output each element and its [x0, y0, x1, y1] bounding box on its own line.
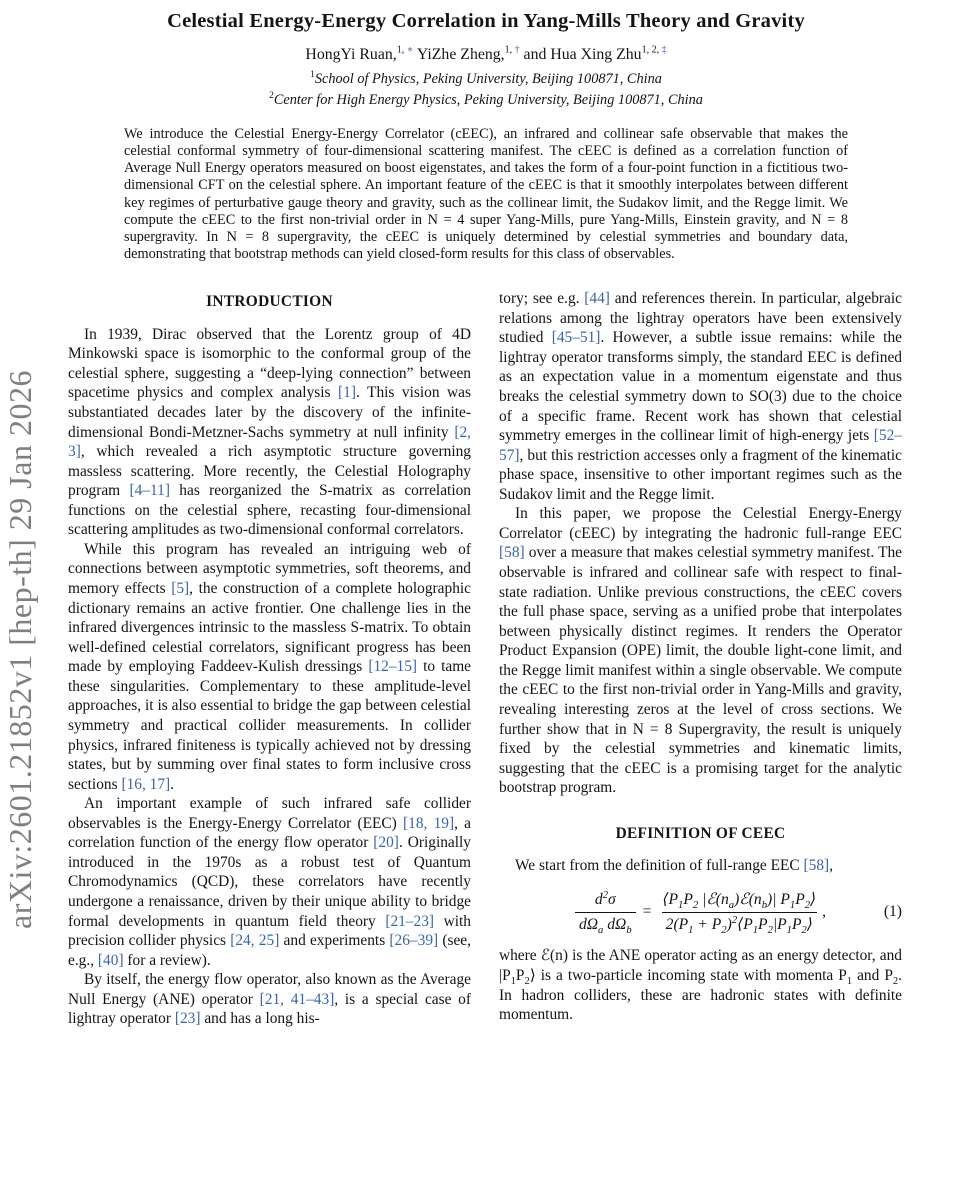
citation-link[interactable]: [44] — [584, 290, 610, 308]
author-name-1: HongYi Ruan, — [305, 46, 397, 63]
equation-trailing-comma: , — [822, 903, 827, 921]
affiliation-line-1 — [68, 69, 904, 90]
affiliations — [68, 69, 904, 112]
citation-link[interactable]: [23] — [174, 1010, 201, 1028]
equation-lhs-fraction — [575, 890, 636, 935]
two-column-body — [68, 289, 904, 1029]
equation-lhs-numerator: $d^2\sigma$ — [594, 889, 616, 908]
citation-link[interactable]: [58] — [499, 544, 525, 562]
citation-link[interactable]: [2, 3] — [68, 423, 471, 461]
left-column — [68, 289, 471, 1029]
equation-math — [575, 890, 826, 935]
paragraph: While this program has revealed an intriguing web of connections between asymptotic symmetries, soft theorems, and memory effects [5], the construction of a complete holographic dictionary remains an active frontier. One challenge lies in the infrared divergences intrinsic to the massless S-matrix. To obtain well-defined celestial correlators, significant progress has been made by employing Faddeev-Kulish dressings [12–15] to tame these singularities. Complementary to these amplitude-level approaches, it is also essential to bridge the gap between celestial symmetry and practical collider measurements. In collider physics, infrared finiteness is typically achieved not by dressing states, but by summing over final states to form inclusive cross sections [16, 17]. — [68, 540, 471, 793]
equation-rhs-numerator: $⟨P_1P_2$ $|ℰ(n_a)ℰ(n_b)|$ $P_1P_2⟩$ — [662, 890, 817, 911]
citation-link[interactable]: [40] — [97, 951, 124, 969]
author-affiliation-num-1: 1, — [396, 44, 407, 56]
abstract-text: We introduce the Celestial Energy-Energy Correlator (cEEC), an infrared and collinear safe observable that makes the celestial conformal symmetry of four-dimensional scattering manifest. The cEEC is defined as a correlation function of Average Null Energy operators measured on boost eigenstates, and takes the form of a four-point function in a fictitious two-dimensional CFT on the celestial sphere. An important feature of the cEEC is that it smoothly interpolates between different key regimes of perturbative gauge theory and gravity, such as the collinear limit, the Sudakov limit, and the Regge limit. We compute the cEEC to the first non-trivial order in N = 4 super Yang-Mills, pure Yang-Mills, Einstein gravity, and N = 8 supergravity. In N = 8 supergravity, the cEEC is uniquely determined by celestial symmetries and boundary data, demonstrating that bootstrap methods can yield closed-form results for this class of observables. — [124, 125, 848, 262]
author-superscript-2 — [505, 45, 520, 56]
right-column — [499, 289, 902, 1029]
affiliation-num-2: 2 — [269, 91, 274, 102]
equation-rhs-denominator: $2(P_1$ + $P_2)^2⟨P_1P_2|P_1P_2⟩$ — [662, 912, 817, 935]
section-heading-definition-of-ceec: DEFINITION OF CEEC — [615, 824, 786, 842]
paper-content — [68, 10, 904, 1029]
citation-link[interactable]: [16, 17] — [121, 775, 171, 793]
author-footnote-link-1[interactable]: ∗ — [406, 44, 414, 56]
paragraph: tory; see e.g. [44] and references therein. In particular, algebraic relations among the lightray operators have been extensively studied [45–51]. However, a subtle issue remains: while the lightray operator transforms simply, the standard EEC is defined as an expectation value in a momentum eigenstate and thus breaks the celestial symmetry down to SO(3) due to the choice of a specific frame. Recent work has shown that celestial symmetry emerges in the collinear limit of high-energy jets [52–57], but this restriction accesses only a fragment of the kinematic phase space, insensitive to other important regimes such as the Sudakov limit and the Regge limit. — [499, 290, 902, 503]
paragraph: We start from the definition of full-range EEC [58], — [515, 857, 834, 875]
citation-link[interactable]: [45–51] — [551, 329, 601, 347]
citation-link[interactable]: [4–11] — [129, 482, 170, 500]
citation-link[interactable]: [21, 41–43] — [259, 990, 335, 1008]
paragraph: In this paper, we propose the Celestial Energy-Energy Correlator (cEEC) by integrating the hadronic full-range EEC [58] over a measure that makes celestial symmetry manifest. The observable is infrared and collinear safe with respect to final-state radiation. Unlike previous constructions, the cEEC covers the full phase space, serving as a unified probe that interpolates between physically distinct regimes. It renders the Operator Product Expansion (OPE) limit, the double light-cone limit, and the Regge limit manifest within a single observable. We compute the cEEC to the first non-trivial order in Yang-Mills and gravity, revealing interesting zeros at the level of cross sections. We further show that in N = 8 Supergravity, the result is uniquely fixed by the celestial symmetries and kinematic limits, suggesting that the cEEC is a promising target for the analytic bootstrap program. — [499, 505, 902, 797]
citation-link[interactable]: [24, 25] — [230, 932, 280, 950]
citation-link[interactable]: [58] — [803, 857, 830, 875]
author-footnote-link-3[interactable]: ‡ — [661, 44, 667, 56]
author-superscript-3 — [642, 45, 667, 56]
citation-link[interactable]: [21–23] — [385, 912, 435, 930]
equation-rhs-fraction — [658, 890, 820, 935]
affiliation-text-1: School of Physics, Peking University, Beijing 100871, China — [314, 71, 662, 87]
paragraph: By itself, the energy flow operator, also known as the Average Null Energy (ANE) operator [21, 41–43], is a special case of lightray operator [23] and has a long his- — [68, 971, 471, 1028]
citation-link[interactable]: [18, 19] — [403, 814, 455, 832]
equation-1 — [499, 890, 902, 935]
citation-link[interactable]: [5] — [171, 580, 190, 597]
citation-link[interactable]: [12–15] — [368, 658, 418, 676]
paper-title: Celestial Energy-Energy Correlation in Yang-Mills Theory and Gravity — [167, 10, 805, 32]
author-affiliation-num-2: 1, — [504, 44, 515, 56]
affiliation-line-2 — [68, 90, 904, 111]
paragraph: In 1939, Dirac observed that the Lorentz group of 4D Minkowski space is isomorphic to the conformal group of the celestial sphere, suggesting a “deep-lying connection” between spacetime physics and complex analysis [1]. This vision was substantiated decades later by the discovery of the infinite-dimensional Bondi-Metzner-Sachs symmetry at null infinity [2, 3], which revealed a rich asymptotic structure governing massless scattering. More recently, the Celestial Holography program [4–11] has reorganized the S-matrix as correlation functions on the celestial sphere, recasting four-dimensional scattering amplitudes as two-dimensional conformal correlators. — [68, 325, 471, 539]
paragraph: where ℰ(n) is the ANE operator acting as an energy detector, and $|P_1P_2⟩$ is a two-particle incoming state with momenta $P_1$ and $P_2$. In hadron colliders, these are hadronic states with definite momentum. — [499, 947, 902, 1024]
affiliation-text-2: Center for High Energy Physics, Peking University, Beijing 100871, China — [273, 92, 703, 109]
author-name-2: YiZhe Zheng, — [416, 46, 505, 63]
author-footnote-link-2[interactable]: † — [514, 44, 520, 56]
citation-link[interactable]: [26–39] — [389, 932, 439, 950]
citation-link[interactable]: [52–57] — [499, 427, 902, 464]
equals-sign: = — [642, 903, 652, 921]
author-name-3: Hua Xing Zhu — [550, 46, 642, 63]
section-heading-introduction: INTRODUCTION — [206, 293, 333, 311]
equation-number: (1) — [883, 903, 902, 921]
authors-line — [68, 46, 904, 64]
equation-lhs-denominator: $d\Omega_a$ $d\Omega_b$ — [575, 912, 636, 935]
paper-page — [0, 10, 970, 1200]
affiliation-num-1: 1 — [310, 70, 315, 81]
author-affiliation-num-3: 1, 2, — [641, 44, 662, 56]
citation-link[interactable]: [20] — [373, 834, 399, 852]
author-superscript-1 — [397, 45, 414, 56]
author-separator-2: and — [519, 46, 551, 63]
arxiv-watermark: arXiv:2601.21852v1 [hep-th] 29 Jan 2026 — [2, 370, 38, 930]
paragraph: An important example of such infrared safe collider observables is the Energy-Energy Correlator (EEC) [18, 19], a correlation function of the energy flow operator [20]. Originally introduced in the 1970s as a robust test of Quantum Chromodynamics (QCD), these correlators have recently undergone a renaissance, driven by their unique ability to bridge formal developments in quantum field theory [21–23] with precision collider physics [24, 25] and experiments [26–39] (see, e.g., [40] for a review). — [68, 795, 471, 969]
citation-link[interactable]: [1] — [338, 384, 356, 402]
